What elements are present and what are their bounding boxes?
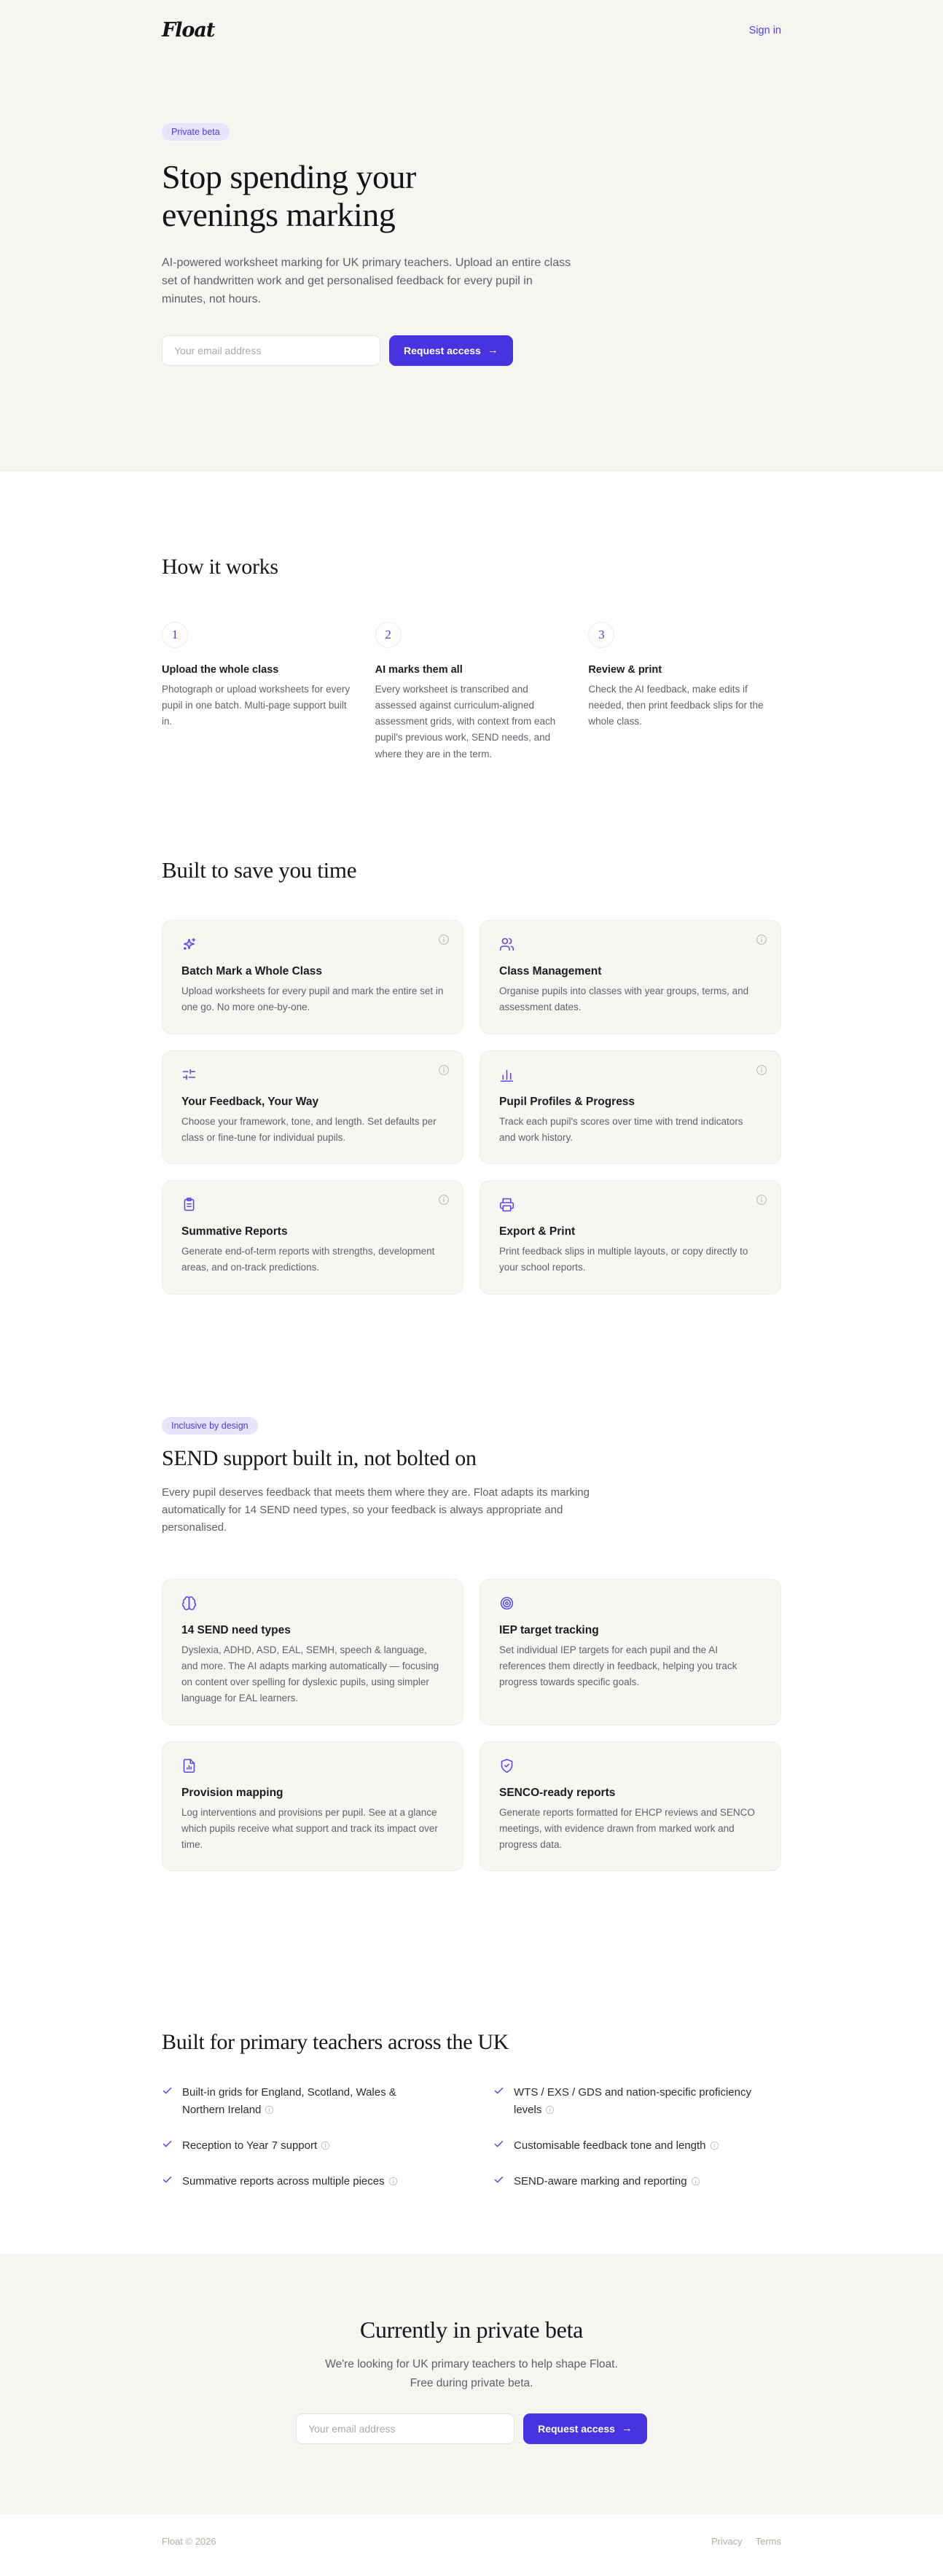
check-icon (162, 2139, 173, 2154)
info-icon[interactable] (756, 1194, 767, 1206)
bottom-cta-title: Currently in private beta (359, 2317, 584, 2343)
bottom-cta-description: We're looking for UK primary teachers to help shape Float. Free during private beta. (325, 2358, 618, 2390)
info-icon[interactable] (438, 1064, 450, 1076)
site-header (162, 0, 781, 42)
check-icon (162, 2174, 173, 2190)
send-description: Every pupil deserves feedback that meets them where they are. Float adapts its marking automatically for 14 SEND need types, so your feedback is always appropriate and personalised. (162, 1486, 590, 1534)
printer-icon (499, 1197, 514, 1213)
check-item: Reception to Year 7 support (162, 2137, 439, 2154)
uk-section (162, 2030, 781, 2190)
step-2: 2 AI marks them all Every worksheet is transcribed and assessed against curriculum-aligned assessment grids, with context from each pupil's previous work, SEND needs, and where they are in the term. (375, 622, 568, 762)
feature-card-pupil-profiles: Pupil Profiles & Progress Track each pupil's scores over time with trend indicators and work history. (480, 1050, 781, 1165)
check-icon (493, 2174, 504, 2190)
how-it-works-title: How it works (162, 554, 278, 579)
send-section (162, 1417, 781, 1872)
private-beta-badge: Private beta (162, 123, 230, 141)
sliders-icon (181, 1067, 197, 1083)
bottom-request-form (162, 2413, 781, 2444)
step-number-badge: 3 (588, 622, 614, 648)
feature-card-batch-mark: Batch Mark a Whole Class Upload worksheets for every pupil and mark the entire set in one go. No more one-by-one. (162, 920, 463, 1034)
info-icon[interactable] (438, 1194, 450, 1206)
info-icon[interactable] (321, 2141, 330, 2150)
users-icon (499, 937, 514, 953)
send-card-need-types: 14 SEND need types Dyslexia, ADHD, ASD, EAL, SEMH, speech & language, and more. The AI adapts marking automatically — focusing on content over spelling for dyslexic pupils, using simpler language for EAL learners. (162, 1579, 463, 1725)
send-card-senco-reports: SENCO-ready reports Generate reports formatted for EHCP reviews and SENCO meetings, with evidence drawn from marked work and progress data. (480, 1741, 781, 1872)
info-icon[interactable] (691, 2177, 700, 2186)
how-it-works-section (162, 472, 781, 762)
features-title: Built to save you time (162, 857, 357, 883)
send-card-iep-tracking: IEP target tracking Set individual IEP targets for each pupil and the AI references them directly in feedback, helping you track progress towards specific goals. (480, 1579, 781, 1725)
float-logo[interactable]: Float (162, 19, 215, 42)
sign-in-link[interactable]: Sign in (748, 24, 781, 36)
check-item: WTS / EXS / GDS and nation-specific proficiency levels (493, 2084, 770, 2118)
check-item: Customisable feedback tone and length (493, 2137, 770, 2154)
info-icon[interactable] (756, 1064, 767, 1076)
send-title: SEND support built in, not bolted on (162, 1445, 477, 1470)
send-card-provision-mapping: Provision mapping Log interventions and provisions per pupil. See at a glance which pupils receive what support and track its impact over time. (162, 1741, 463, 1872)
site-footer (0, 2514, 943, 2570)
hero-section (0, 0, 943, 472)
terms-link[interactable]: Terms (755, 2535, 781, 2547)
step-3: 3 Review & print Check the AI feedback, make edits if needed, then print feedback slips for the whole class. (588, 622, 781, 762)
feature-card-export-print: Export & Print Print feedback slips in multiple layouts, or copy directly to your school reports. (480, 1180, 781, 1295)
check-item: Built-in grids for England, Scotland, Wales & Northern Ireland (162, 2084, 439, 2118)
bottom-cta-section (0, 2254, 943, 2513)
hero-description: AI-powered worksheet marking for UK primary teachers. Upload an entire class set of handwritten work and get personalised feedback for every pupil in minutes, not hours. (162, 256, 571, 306)
request-access-label: Request access (404, 344, 481, 356)
arrow-right-icon: → (487, 344, 498, 357)
request-access-label: Request access (538, 2422, 615, 2435)
hero-request-form (162, 335, 781, 366)
target-icon (499, 1596, 514, 1612)
check-icon (162, 2085, 173, 2118)
shield-check-icon (499, 1758, 514, 1774)
bar-chart-icon (499, 1067, 514, 1083)
request-access-button[interactable] (389, 335, 513, 366)
feature-card-your-feedback: Your Feedback, Your Way Choose your framework, tone, and length. Set defaults per class or fine-tune for individual pupils. (162, 1050, 463, 1165)
info-icon[interactable] (265, 2105, 274, 2115)
step-number-badge: 2 (375, 622, 402, 648)
inclusive-by-design-badge: Inclusive by design (162, 1417, 258, 1435)
feature-card-class-management: Class Management Organise pupils into classes with year groups, terms, and assessment dates. (480, 920, 781, 1034)
privacy-link[interactable]: Privacy (711, 2535, 743, 2547)
clipboard-icon (181, 1197, 197, 1213)
file-chart-icon (181, 1758, 197, 1774)
features-section (162, 857, 781, 1295)
email-input[interactable] (162, 335, 380, 366)
check-item: Summative reports across multiple pieces (162, 2173, 439, 2190)
info-icon[interactable] (545, 2105, 555, 2115)
feature-card-summative-reports: Summative Reports Generate end-of-term reports with strengths, development areas, and on-track predictions. (162, 1180, 463, 1295)
step-1: 1 Upload the whole class Photograph or upload worksheets for every pupil in one batch. Multi-page support built in. (162, 622, 355, 762)
hero-title: Stop spending your evenings marking (162, 158, 416, 234)
check-icon (493, 2139, 504, 2154)
info-icon[interactable] (388, 2177, 398, 2186)
check-item: SEND-aware marking and reporting (493, 2173, 770, 2190)
info-icon[interactable] (756, 934, 767, 945)
info-icon[interactable] (710, 2141, 719, 2150)
sparkles-icon (181, 937, 197, 953)
brain-icon (181, 1596, 197, 1612)
check-icon (493, 2085, 504, 2118)
arrow-right-icon: → (621, 2422, 633, 2435)
info-icon[interactable] (438, 934, 450, 945)
request-access-button[interactable] (523, 2413, 647, 2444)
copyright-text: Float © 2026 (162, 2535, 216, 2547)
email-input[interactable] (296, 2413, 514, 2444)
uk-title: Built for primary teachers across the UK (162, 2030, 509, 2055)
step-number-badge: 1 (162, 622, 188, 648)
